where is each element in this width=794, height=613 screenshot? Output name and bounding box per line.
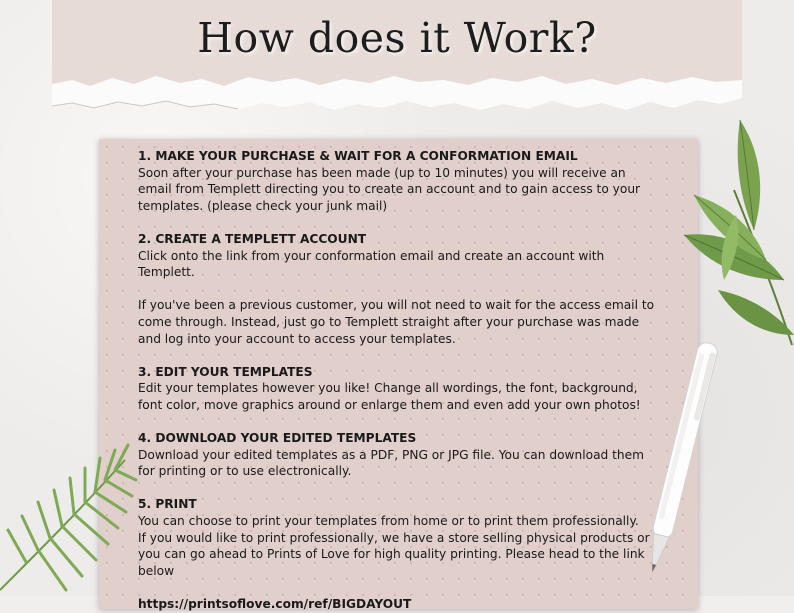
step-1 <box>138 148 658 214</box>
step-2-text: Click onto the link from your conformation email and create an account with Templett. <box>138 248 605 280</box>
page-title: How does it Work? <box>197 14 597 62</box>
step-4 <box>138 430 658 480</box>
step-5-heading: 5. PRINT <box>138 497 197 512</box>
palm-frond-icon <box>0 440 140 596</box>
step-3-text: Edit your templates however you like! Change all wordings, the font, background, font color, move graphics around or enlarge them and even add your own photos! <box>138 381 641 412</box>
instructions-content <box>138 148 658 613</box>
step-2-heading: 2. CREATE A TEMPLETT ACCOUNT <box>138 231 367 246</box>
step-5-text: You can choose to print your templates from home or to print them professionally. <box>138 514 639 529</box>
step-3-heading: 3. EDIT YOUR TEMPLATES <box>138 364 313 379</box>
green-leaf-branch-icon <box>684 120 794 350</box>
step-2 <box>138 231 658 347</box>
step-4-heading: 4. DOWNLOAD YOUR EDITED TEMPLATES <box>138 431 417 446</box>
pen-icon <box>640 332 724 582</box>
torn-paper-edge <box>52 70 742 114</box>
step-4-text: Download your edited templates as a PDF, PNG or JPG file. You can download them for printing or to use electronically. <box>138 447 645 479</box>
printsoflove-link[interactable]: https://printsoflove.com/ref/BIGDAYOUT <box>138 597 412 612</box>
step-3 <box>138 364 658 414</box>
step-1-heading: 1. MAKE YOUR PURCHASE & WAIT FOR A CONFORMATION EMAIL <box>138 149 578 163</box>
step-5 <box>138 496 658 579</box>
step-1-text: Soon after your purchase has been made (up to 10 minutes) you will receive an email from Templett directing you to create an account and to gain access to your templates. (please check your junk mail) <box>138 165 641 213</box>
step-2-text-2: If you've been a previous customer, you will not need to wait for the access email to come through. Instead, just go to Templett straight after your purchase was made and log into your account to access your templates. <box>138 298 655 346</box>
step-5-text-2: If you would like to print professionally, we have a store selling physical products or you can go ahead to Prints of Love for high quality printing. Please head to the link below <box>138 530 650 578</box>
